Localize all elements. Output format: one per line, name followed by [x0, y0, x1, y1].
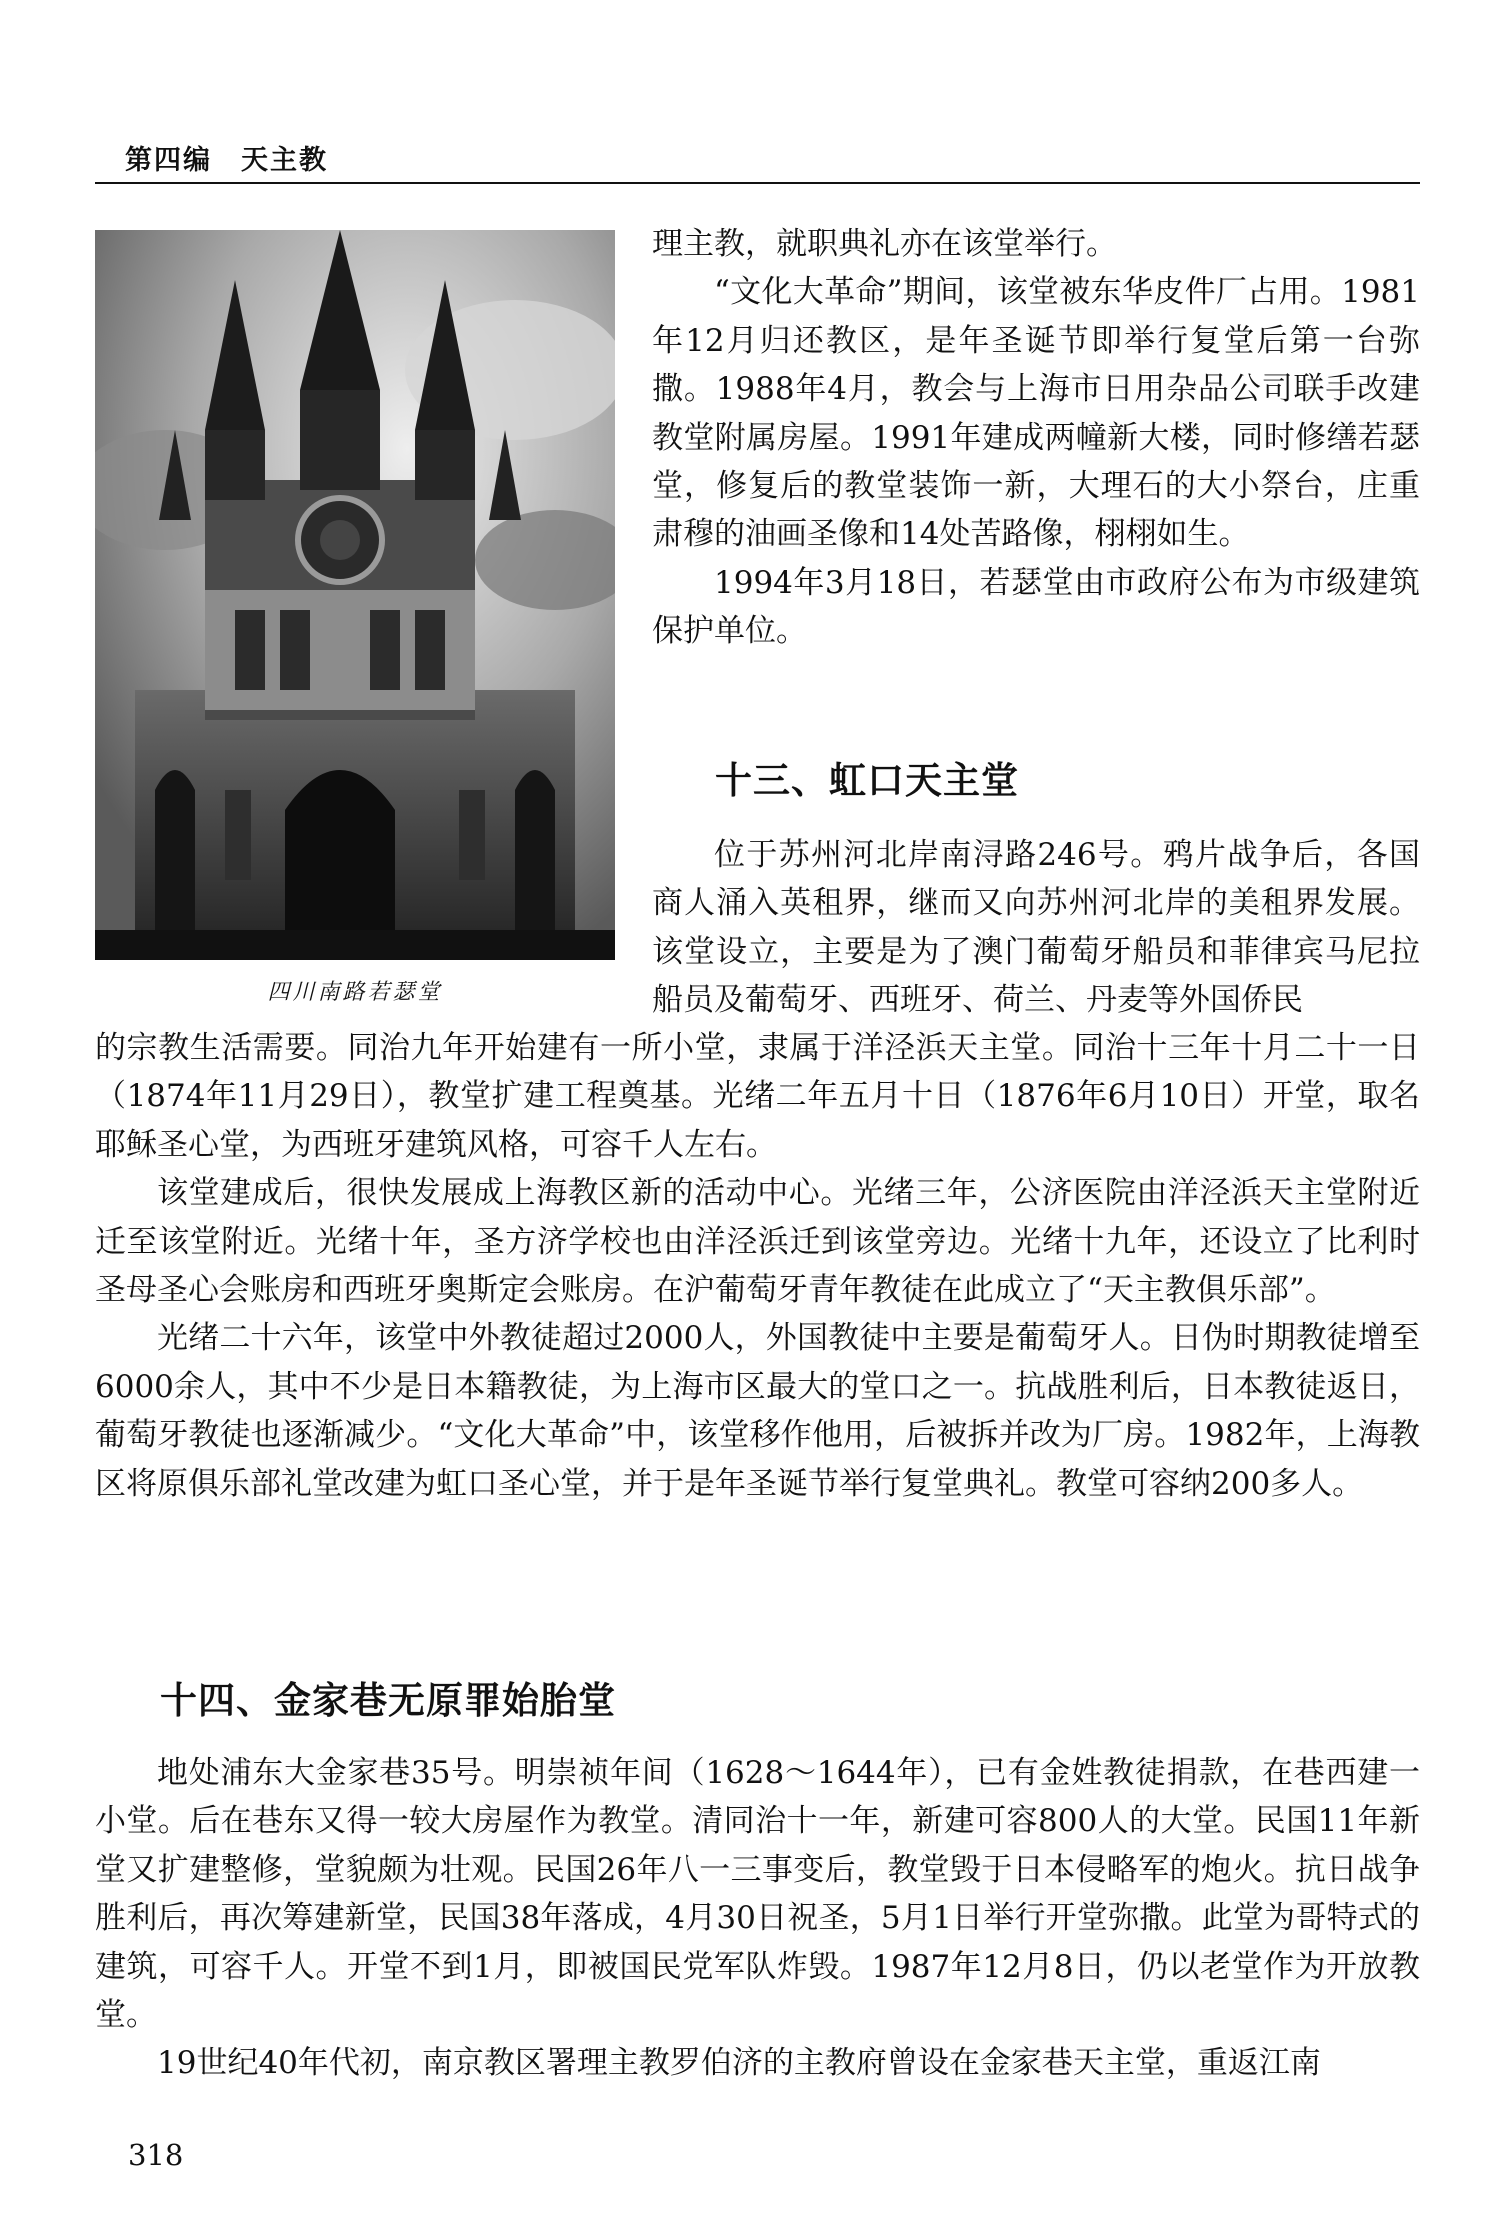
church-photo — [95, 230, 615, 960]
section13-body — [95, 1024, 1420, 1508]
paragraph: 位于苏州河北岸南浔路246号。鸦片战争后，各国商人涌入英租界，继而又向苏州河北岸的美租界发展。该堂设立，主要是为了澳门葡萄牙船员和菲律宾马尼拉船员及葡萄牙、西班牙、荷兰、丹麦等外国侨民 — [652, 837, 1420, 1019]
paragraph: “文化大革命”期间，该堂被东华皮件厂占用。1981年12月归还教区，是年圣诞节即举行复堂后第一台弥撒。1988年4月，教会与上海市日用杂品公司联手改建教堂附属房屋。1991年建成两幢新大楼，同时修缮若瑟堂，修复后的教堂装饰一新，大理石的大小祭台，庄重肃穆的油画圣像和14处苦路像，栩栩如生。 — [652, 274, 1420, 553]
paragraph: 地处浦东大金家巷35号。明崇祯年间（1628～1644年），已有金姓教徒捐款，在巷西建一小堂。后在巷东又得一较大房屋作为教堂。清同治十一年，新建可容800人的大堂。民国11年新堂又扩建整修，堂貌颇为壮观。民国26年八一三事变后，教堂毁于日本侵略军的炮火。抗日战争胜利后，再次筹建新堂，民国38年落成，4月30日祝圣，5月1日举行开堂弥撒。此堂为哥特式的建筑，可容千人。开堂不到1月，即被国民党军队炸毁。1987年12月8日，仍以老堂作为开放教堂。 — [95, 1755, 1420, 2034]
church-photo-icon — [95, 230, 615, 960]
section14-body — [95, 1749, 1420, 2088]
page-number: 318 — [128, 2138, 184, 2172]
top-right-text — [652, 220, 1420, 656]
paragraph: 19世纪40年代初，南京教区署理主教罗伯济的主教府曾设在金家巷天主堂，重返江南 — [157, 2045, 1321, 2082]
paragraph: 该堂建成后，很快发展成上海教区新的活动中心。光绪三年，公济医院由洋泾浜天主堂附近迁至该堂附近。光绪十年，圣方济学校也由洋泾浜迁到该堂旁边。光绪十九年，还设立了比利时圣母圣心会账房和西班牙奥斯定会账房。在沪葡萄牙青年教徒在此成立了“天主教俱乐部”。 — [95, 1175, 1420, 1309]
paragraph: 1994年3月18日，若瑟堂由市政府公布为市级建筑保护单位。 — [652, 564, 1420, 650]
paragraph: 理主教，就职典礼亦在该堂举行。 — [652, 226, 1117, 262]
paragraph: 的宗教生活需要。同治九年开始建有一所小堂，隶属于洋泾浜天主堂。同治十三年十月二十一日（1874年11月29日），教堂扩建工程奠基。光绪二年五月十日（1876年6月10日）开堂，取名耶稣圣心堂，为西班牙建筑风格，可容千人左右。 — [95, 1030, 1420, 1163]
section13-intro — [652, 831, 1420, 1025]
section-heading-13: 十三、虹口天主堂 — [715, 759, 1019, 802]
section-heading-14: 十四、金家巷无原罪始胎堂 — [160, 1679, 616, 1722]
header-title: 第四编 天主教 — [125, 145, 328, 176]
figure-caption: 四川南路若瑟堂 — [267, 980, 443, 1005]
paragraph: 光绪二十六年，该堂中外教徒超过2000人，外国教徒中主要是葡萄牙人。日伪时期教徒增至6000余人，其中不少是日本籍教徒，为上海市区最大的堂口之一。抗战胜利后，日本教徒返日，葡萄牙教徒也逐渐减少。“文化大革命”中，该堂移作他用，后被拆并改为厂房。1982年，上海教区将原俱乐部礼堂改建为虹口圣心堂，并于是年圣诞节举行复堂典礼。教堂可容纳200多人。 — [95, 1320, 1420, 1502]
page-header — [95, 132, 1420, 184]
